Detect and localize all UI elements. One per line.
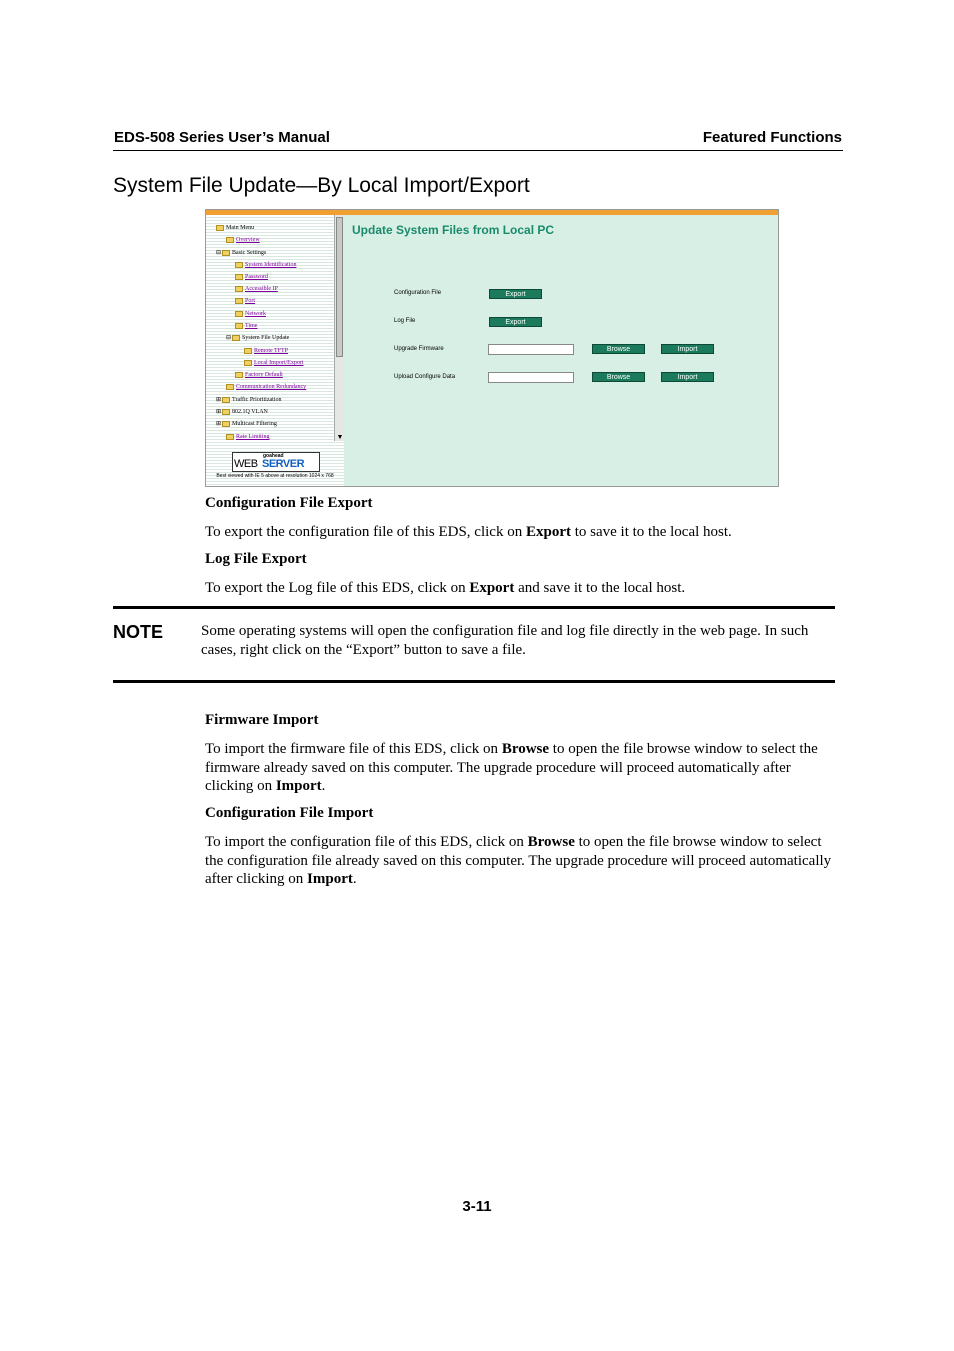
- folder-icon: [235, 311, 243, 317]
- collapse-icon: ⊟: [216, 250, 222, 256]
- folder-icon: [222, 421, 230, 427]
- panel-title: Update System Files from Local PC: [352, 223, 555, 237]
- note-label: NOTE: [113, 622, 164, 642]
- tree-item-rate-limiting[interactable]: Rate Limiting: [226, 433, 270, 441]
- folder-icon: [222, 250, 230, 256]
- tree-item-main-menu[interactable]: Main Menu: [216, 224, 254, 232]
- folder-icon: [222, 397, 230, 403]
- tree-item-system-file-update[interactable]: ⊟ System File Update: [226, 335, 290, 341]
- folder-icon: [244, 348, 252, 354]
- config-file-label: Configuration File: [394, 290, 442, 296]
- tree-item-multicast-filtering[interactable]: ⊞ Multicast Filtering: [216, 421, 277, 427]
- tree-item-factory-default[interactable]: Factory Default: [235, 371, 283, 379]
- tree-item-vlan[interactable]: ⊞ 802.1Q VLAN: [216, 409, 268, 415]
- folder-icon: [226, 237, 234, 243]
- config-import-heading: Configuration File Import: [205, 805, 374, 821]
- folder-icon: [235, 262, 243, 268]
- folder-icon: [232, 335, 240, 341]
- folder-icon: [226, 434, 234, 440]
- folder-icon: [235, 298, 243, 304]
- scroll-down-icon[interactable]: ▼: [336, 433, 344, 441]
- tree-item-traffic-prioritization[interactable]: ⊞ Traffic Prioritization: [216, 397, 282, 403]
- tree-item-remote-tftp[interactable]: Remote TFTP: [244, 347, 288, 355]
- log-export-heading: Log File Export: [205, 551, 307, 567]
- header-rule: [113, 150, 843, 151]
- tree-item-system-identification[interactable]: System Identification: [235, 261, 297, 269]
- expand-icon: ⊞: [216, 421, 222, 427]
- config-export-heading: Configuration File Export: [205, 495, 373, 511]
- log-export-button[interactable]: Export: [489, 317, 542, 327]
- tree-item-password[interactable]: Password: [235, 273, 268, 281]
- upload-config-label: Upload Configure Data: [394, 374, 456, 380]
- config-browse-button[interactable]: Browse: [592, 372, 645, 382]
- expand-icon: ⊞: [216, 397, 222, 403]
- note-top-rule: [113, 606, 835, 609]
- folder-icon: [226, 384, 234, 390]
- firmware-browse-button[interactable]: Browse: [592, 344, 645, 354]
- tree-item-accessible-ip[interactable]: Accessible IP: [235, 285, 278, 293]
- scrollbar-thumb[interactable]: [336, 217, 343, 357]
- folder-icon: [235, 274, 243, 280]
- tree-item-overview[interactable]: Overview: [226, 236, 260, 244]
- navigation-tree: [206, 215, 344, 486]
- upgrade-firmware-label: Upgrade Firmware: [394, 346, 444, 352]
- chapter-title: Featured Functions: [702, 129, 842, 146]
- tree-item-communication-redundancy[interactable]: Communication Redundancy: [226, 383, 306, 391]
- tree-item-local-import-export[interactable]: Local Import/Export: [244, 359, 304, 367]
- folder-icon: [244, 360, 252, 366]
- firmware-file-input[interactable]: [488, 344, 574, 355]
- manual-title: EDS-508 Series User’s Manual: [114, 129, 330, 146]
- config-import-button[interactable]: Import: [661, 372, 714, 382]
- config-import-paragraph: To import the configuration file of this EDS, click on Browse to open the file browse window to select the configuration file already saved on this computer. The upgrade procedure will proceed automatically after clicking on Import.: [205, 834, 832, 887]
- tree-item-basic-settings[interactable]: ⊟ Basic Settings: [216, 250, 267, 256]
- note-text: Some operating systems will open the configuration file and log file directly in the web page. In such cases, right click on the “Export” button to save a file.: [201, 623, 809, 658]
- best-viewed-note: Best viewed with IE 5 above at resolution 1024 x 768: [216, 473, 334, 479]
- log-file-label: Log File: [394, 318, 416, 324]
- firmware-import-button[interactable]: Import: [661, 344, 714, 354]
- config-export-button[interactable]: Export: [489, 289, 542, 299]
- content-panel: [344, 215, 778, 486]
- expand-icon: ⊞: [216, 409, 222, 415]
- tree-item-time[interactable]: Time: [235, 322, 257, 330]
- web-ui-screenshot: [205, 209, 779, 487]
- firmware-import-heading: Firmware Import: [205, 712, 319, 728]
- config-file-input[interactable]: [488, 372, 574, 383]
- config-export-paragraph: To export the configuration file of this EDS, click on Export to save it to the local host.: [205, 524, 732, 540]
- goahead-webserver-logo: goahead WEB SERVER: [232, 452, 320, 472]
- tree-item-port[interactable]: Port: [235, 297, 255, 305]
- folder-icon: [235, 372, 243, 378]
- page-number: 3-11: [462, 1198, 492, 1215]
- tree-item-network[interactable]: Network: [235, 310, 266, 318]
- folder-icon: [222, 409, 230, 415]
- log-export-paragraph: To export the Log file of this EDS, click on Export and save it to the local host.: [205, 580, 686, 596]
- folder-icon: [216, 225, 224, 231]
- firmware-import-paragraph: To import the firmware file of this EDS, click on Browse to open the file browse window to select the firmware already saved on this computer. The upgrade procedure will proceed automatically after clicking on Import.: [205, 741, 818, 794]
- folder-icon: [235, 286, 243, 292]
- collapse-icon: ⊟: [226, 335, 232, 341]
- folder-icon: [235, 323, 243, 329]
- note-bottom-rule: [113, 680, 835, 683]
- section-title: System File Update—By Local Import/Export: [113, 174, 530, 197]
